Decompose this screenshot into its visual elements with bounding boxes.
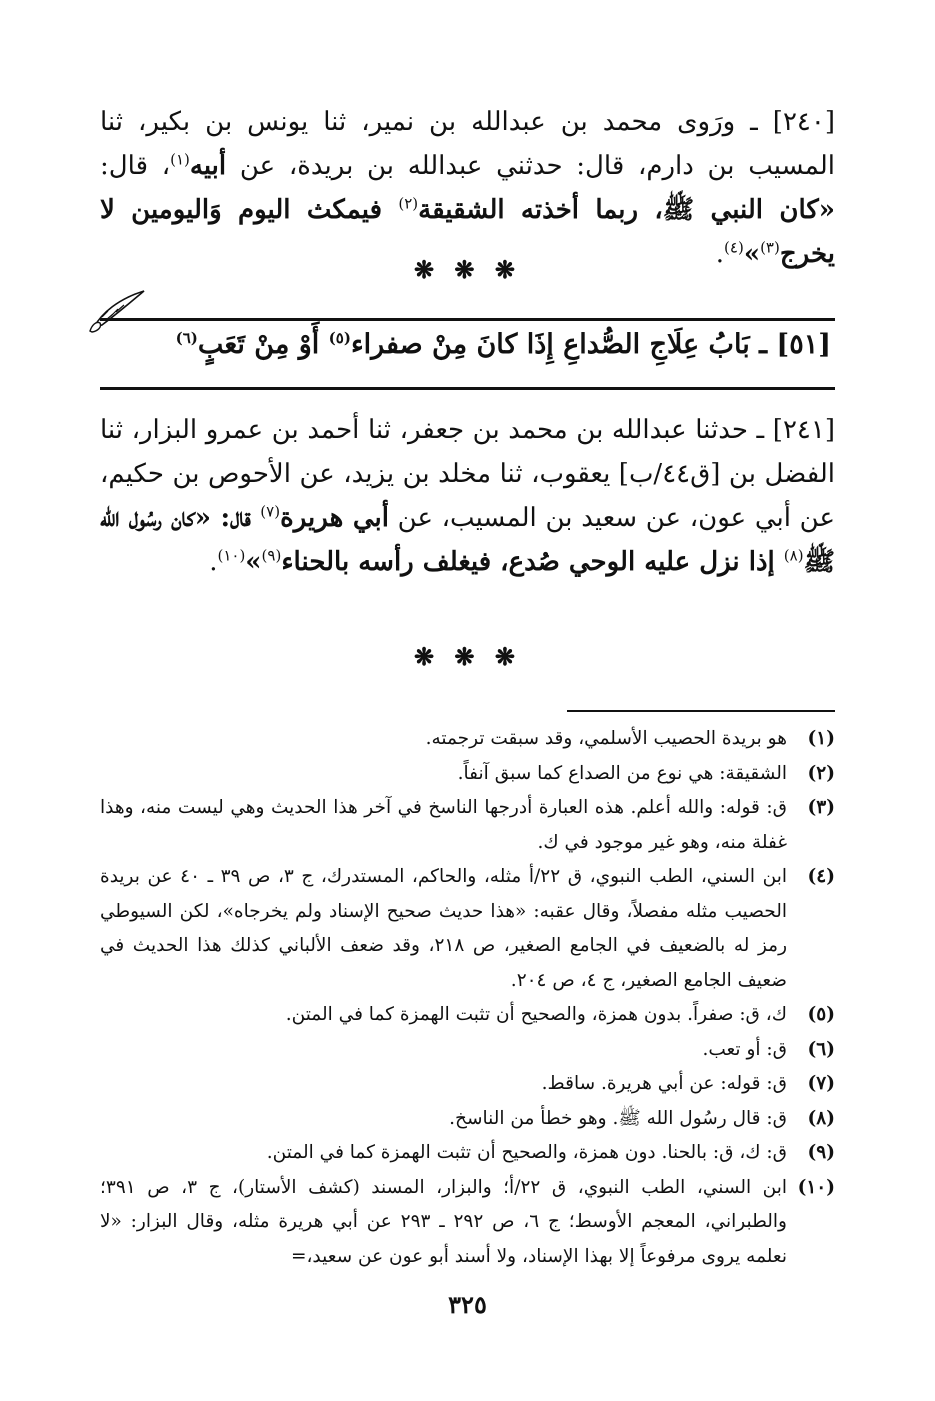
chapter-title-middle: أَوْ مِنْ تَعَبٍ	[197, 329, 329, 360]
footnote-ref-8: (٨)	[783, 546, 804, 565]
footnote-item	[100, 722, 835, 757]
chapter-heading-box	[100, 318, 835, 390]
hadith-240-text-b: فيمكث اليوم وَاليومين لا يخرج	[100, 195, 835, 269]
footnote-ref-2: (٢)	[398, 194, 419, 213]
footnote-ref-4: (٤)	[724, 238, 744, 257]
footnote-text: ق: قوله: والله أعلم. هذه العبارة أدرجها الناسخ في آخر هذا الحديث وهي ليست منه، وهذا غفلة منه، وهو غير موجود في ك.	[100, 797, 787, 853]
footnote-item	[100, 998, 835, 1033]
hadith-241-said: قال:	[211, 503, 261, 533]
footnote-ref-10: (١٠)	[217, 546, 246, 565]
chapter-title-open: [٥١] ـ بَابُ عِلَاجِ الصُّداعِ إِذَا كانَ مِنْ صفراء	[350, 329, 831, 360]
footnote-text: الشقيقة: هي نوع من الصداع كما سبق آنفاً.	[457, 762, 787, 784]
hadith-240-father: أبيه	[189, 151, 227, 181]
footnote-text: ك، ق: صفراً. بدون همزة، والصحيح أن تثبت الهمزة كما في المتن.	[285, 1004, 787, 1025]
footnote-text: ق: أو تعب.	[702, 1038, 787, 1060]
footnote-item	[100, 1067, 835, 1102]
footnote-number: (٥)	[807, 1004, 835, 1025]
footnote-number: (٩)	[807, 1142, 835, 1163]
quill-hand-icon	[88, 287, 148, 333]
footnote-ref-5: (٥)	[328, 329, 351, 347]
footnote-ref-9: (٩)	[261, 546, 282, 565]
footnote-number: (٦)	[807, 1038, 835, 1060]
footnote-item	[100, 1136, 835, 1171]
hadith-241-number: [٢٤١]	[772, 415, 835, 445]
footnote-item	[100, 1102, 835, 1137]
hadith-241-text-a: «كان رسُول الله ﷺ	[100, 503, 835, 577]
footnote-ref-7: (٧)	[260, 502, 281, 521]
footnote-number: (١)	[807, 728, 835, 749]
hadith-240-paragraph	[100, 100, 835, 276]
footnote-item	[100, 757, 835, 792]
hadith-241-narrator: أبي هريرة	[280, 503, 389, 533]
footnote-text: ق: قال رسُول الله ﷺ. وهو خطأ من الناسخ.	[449, 1107, 787, 1129]
footnote-ref-1: (١)	[170, 150, 190, 169]
footnote-item	[100, 791, 835, 860]
section-separator: ❋ ❋ ❋	[413, 642, 522, 671]
footnote-text: هو بريدة الحصيب الأسلمي، وقد سبقت ترجمته.	[425, 728, 787, 749]
hadith-240-said: ، قال:	[100, 151, 171, 181]
footnote-number: (٧)	[807, 1073, 835, 1094]
hadith-240-text-a: «كان النبي ﷺ، ربما أخذته الشقيقة	[418, 195, 835, 225]
footnote-text: ابن السني، الطب النبوي، ق ٢٢/أ مثله، والحاكم، المستدرك، ج ٣، ص ٣٩ ـ ٤٠ عن بريدة الحصيب مثله مفصلاً، وقال عقبه: «هذا حديث صحيح الإسناد ولم يخرجاه»، لكن السيوطي رمز له بالضعيف في الجامع الصغير، ص ٢١٨، وقد ضعف الألباني كذلك هذا الحديث في ضعيف الجامع الصغير، ج ٤، ص ٢٠٤.	[100, 866, 787, 991]
footnote-ref-3: (٣)	[760, 238, 780, 257]
footnote-item	[100, 1171, 835, 1275]
hadith-240-chain: ـ ورَوى محمد بن عبدالله بن نمير، ثنا يونس بن بكير، ثنا المسيب بن دارم، قال: حدثني عبدالله بن بريدة، عن	[100, 107, 835, 181]
hadith-241-text-b: إذا نزل عليه الوحي صُدع، فيغلف رأسه بالحناء	[281, 547, 784, 577]
footnote-text: ق: قوله: عن أبي هريرة. ساقط.	[541, 1073, 787, 1094]
hadith-241-end: .	[209, 547, 218, 577]
hadith-240-end: .	[715, 239, 725, 269]
footnote-divider	[567, 710, 835, 712]
footnote-item	[100, 1033, 835, 1068]
footnote-text: ق: ك، ق: بالحنا. دون همزة، والصحيح أن تثبت الهمزة كما في المتن.	[266, 1142, 787, 1163]
footnote-number: (٢)	[807, 762, 835, 784]
hadith-241-paragraph	[100, 408, 835, 584]
section-separator: ❋ ❋ ❋	[413, 255, 522, 284]
footnote-ref-6: (٦)	[175, 329, 198, 347]
hadith-240-number: [٢٤٠]	[772, 107, 835, 137]
page-number: ٣٢٥	[448, 1290, 487, 1319]
footnote-number: (٤)	[807, 866, 835, 887]
footnote-text: ابن السني، الطب النبوي، ق ٢٢/أ؛ والبزار، المسند (كشف الأستار)، ج ٣، ص ٣٩١؛ والطبراني، المعجم الأوسط؛ ج ٦، ص ٢٩٢ ـ ٢٩٣ عن أبي هريرة مثله، وقال البزار: «لا نعلمه يروى مرفوعاً إلا بهذا الإسناد، ولا أسند أبو عون عن سعيد،=	[100, 1176, 787, 1267]
footnote-number: (٨)	[807, 1107, 835, 1129]
hadith-241-text-c: »	[245, 547, 262, 577]
chapter-title	[176, 329, 831, 360]
footnote-number: (٣)	[807, 797, 835, 818]
footnote-item	[100, 860, 835, 998]
footnote-number: (١٠)	[797, 1176, 835, 1198]
footnotes-list	[100, 722, 835, 1274]
hadith-241-chain: ـ حدثنا عبدالله بن محمد بن جعفر، ثنا أحمد بن عمرو البزار، ثنا الفضل بن [ق٤٤/ب] يعقوب، ثنا مخلد بن يزيد، عن الأحوص بن حكيم، عن أبي عون، عن سعيد بن المسيب، عن	[100, 415, 835, 533]
hadith-240-text-c: »	[743, 239, 761, 269]
